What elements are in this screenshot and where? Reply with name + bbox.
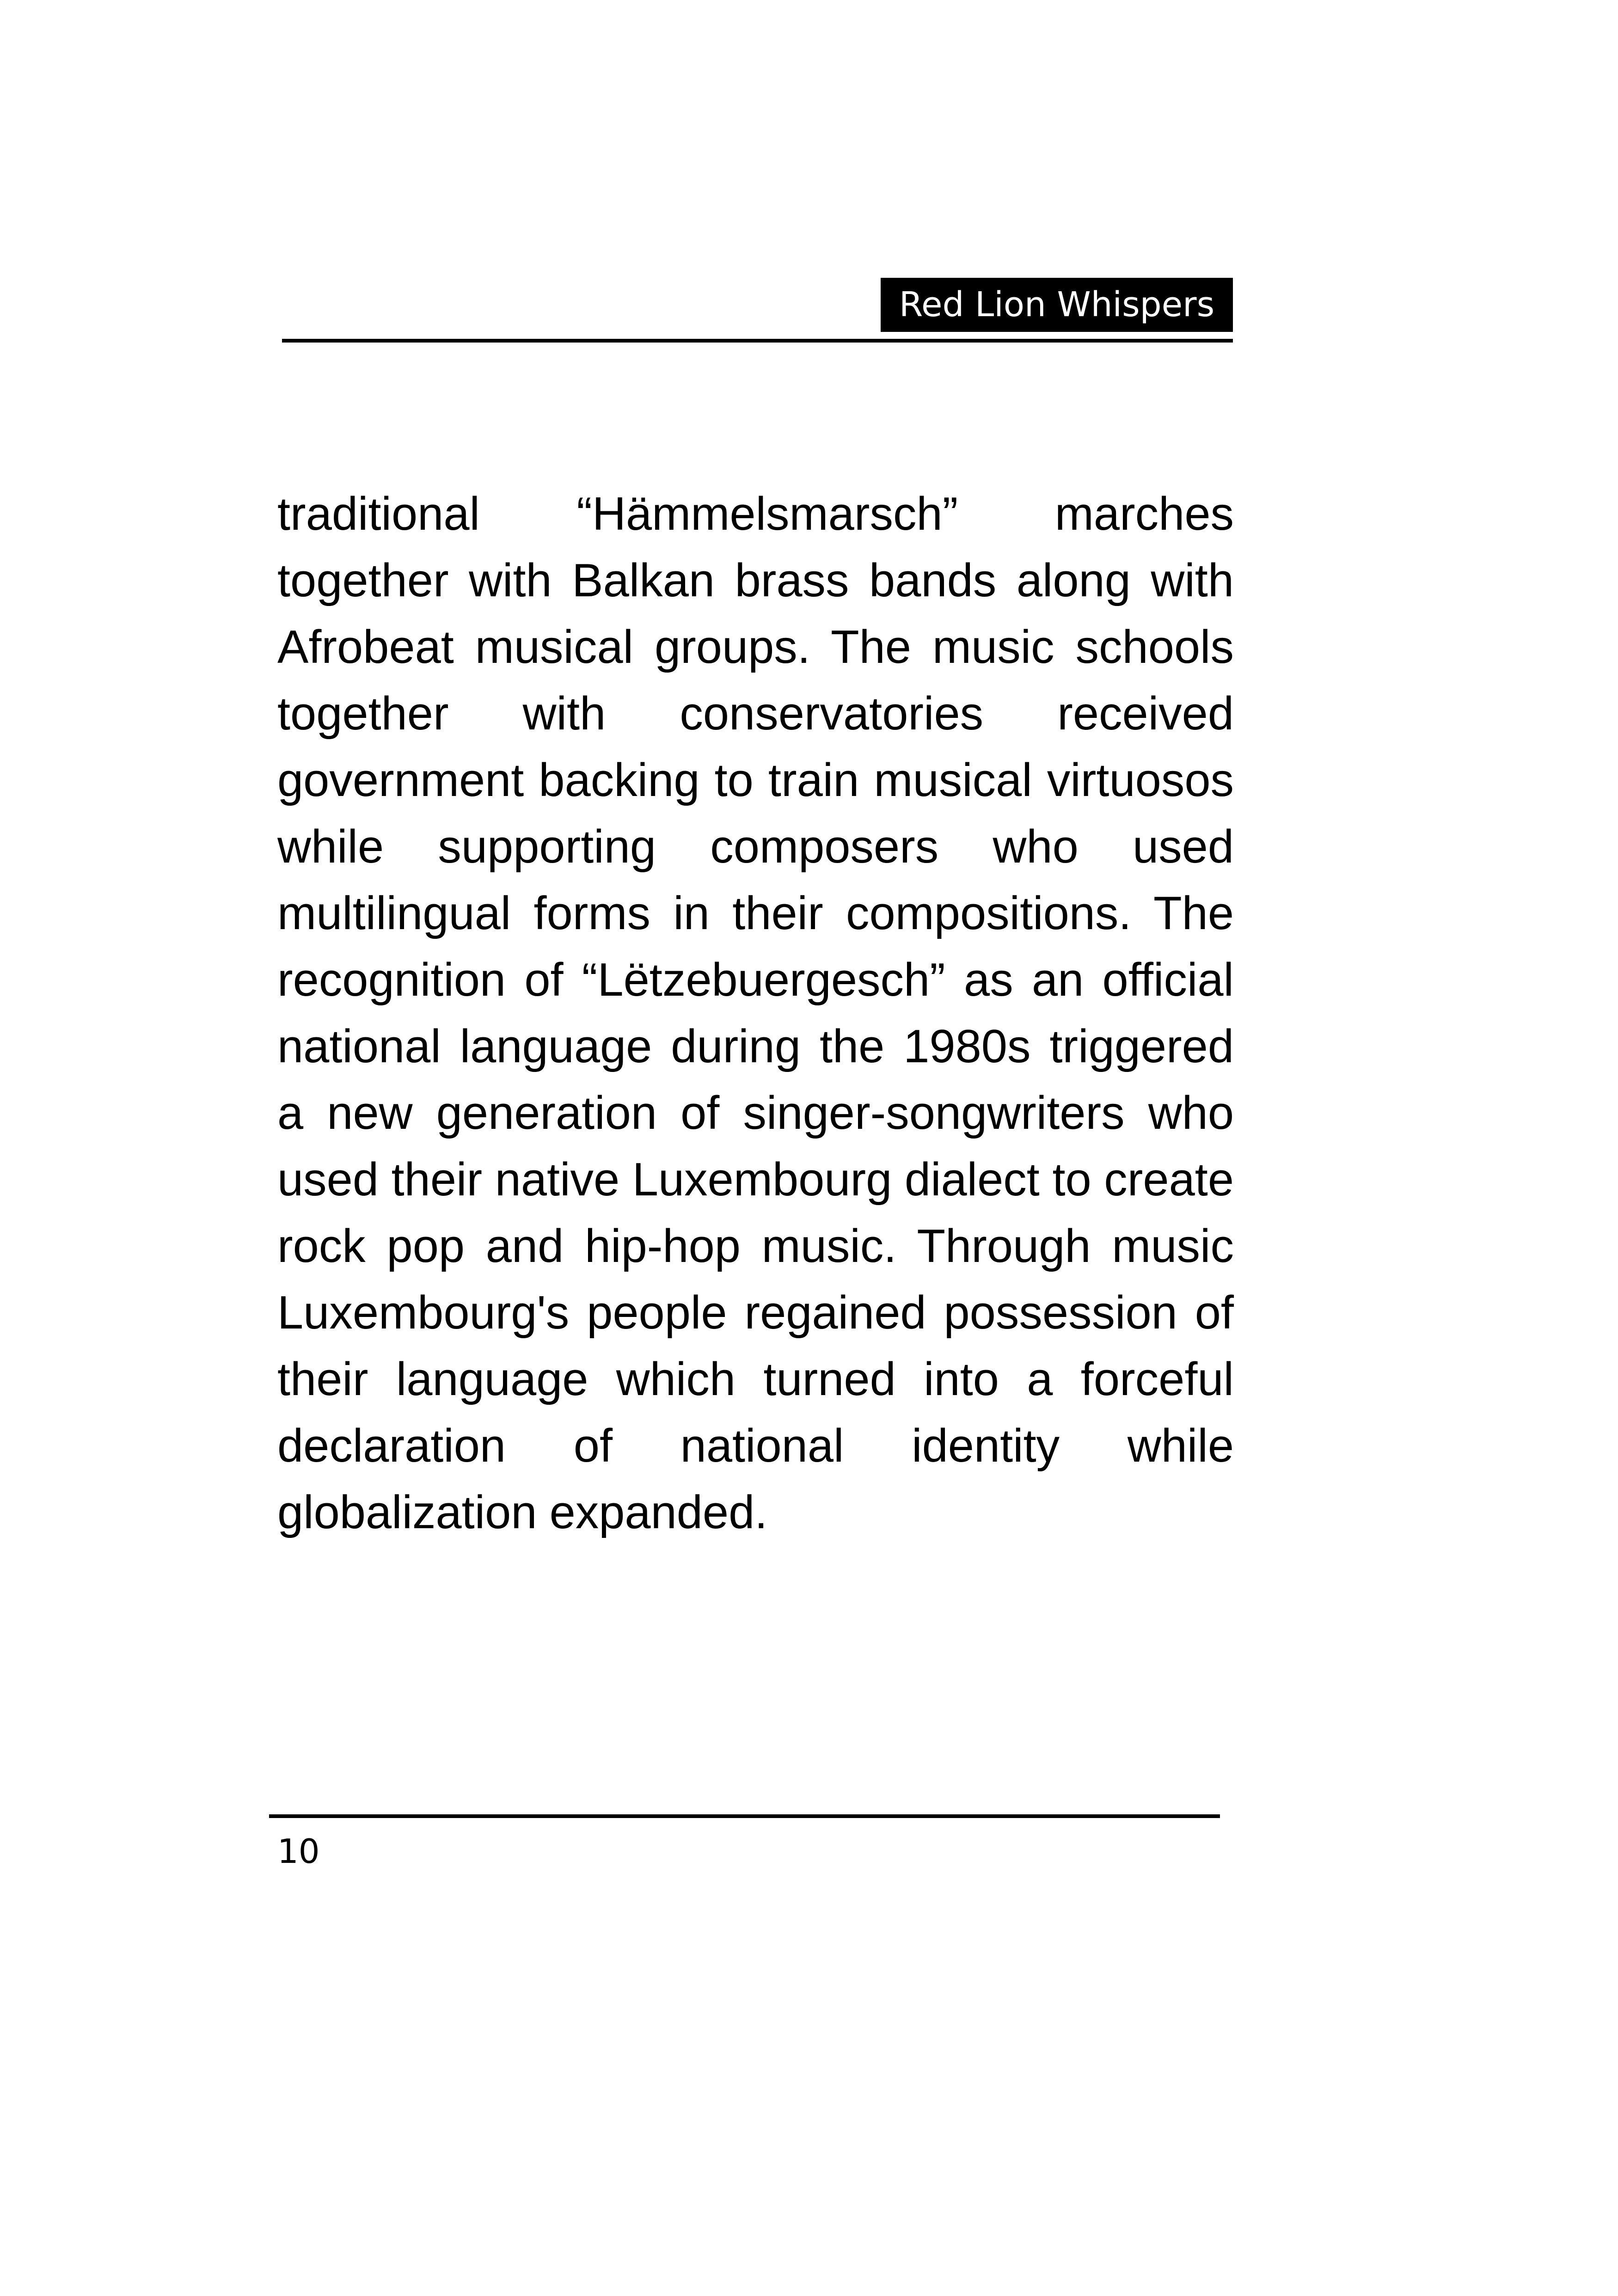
- running-header-title: Red Lion Whispers: [881, 278, 1233, 332]
- body-paragraph: traditional “Hämmelsmarsch” marches together with Balkan brass bands along with Afrobeat musical groups. The music schools together with conservatories received government backing to train musical virtuosos while supporting composers who used multilingual forms in their compositions. The recognition of “Lëtzebuergesch” as an official national language during the 1980s triggered a new generation of singer-songwriters who used their native Luxembourg dialect to create rock pop and hip-hop music. Through music Luxembourg's people regained possession of their language which turned into a forceful declaration of national identity while globalization expanded.: [277, 488, 1234, 1538]
- page-number: 10: [277, 1832, 320, 1871]
- footer-divider: [269, 1814, 1220, 1818]
- header-divider: [282, 339, 1233, 343]
